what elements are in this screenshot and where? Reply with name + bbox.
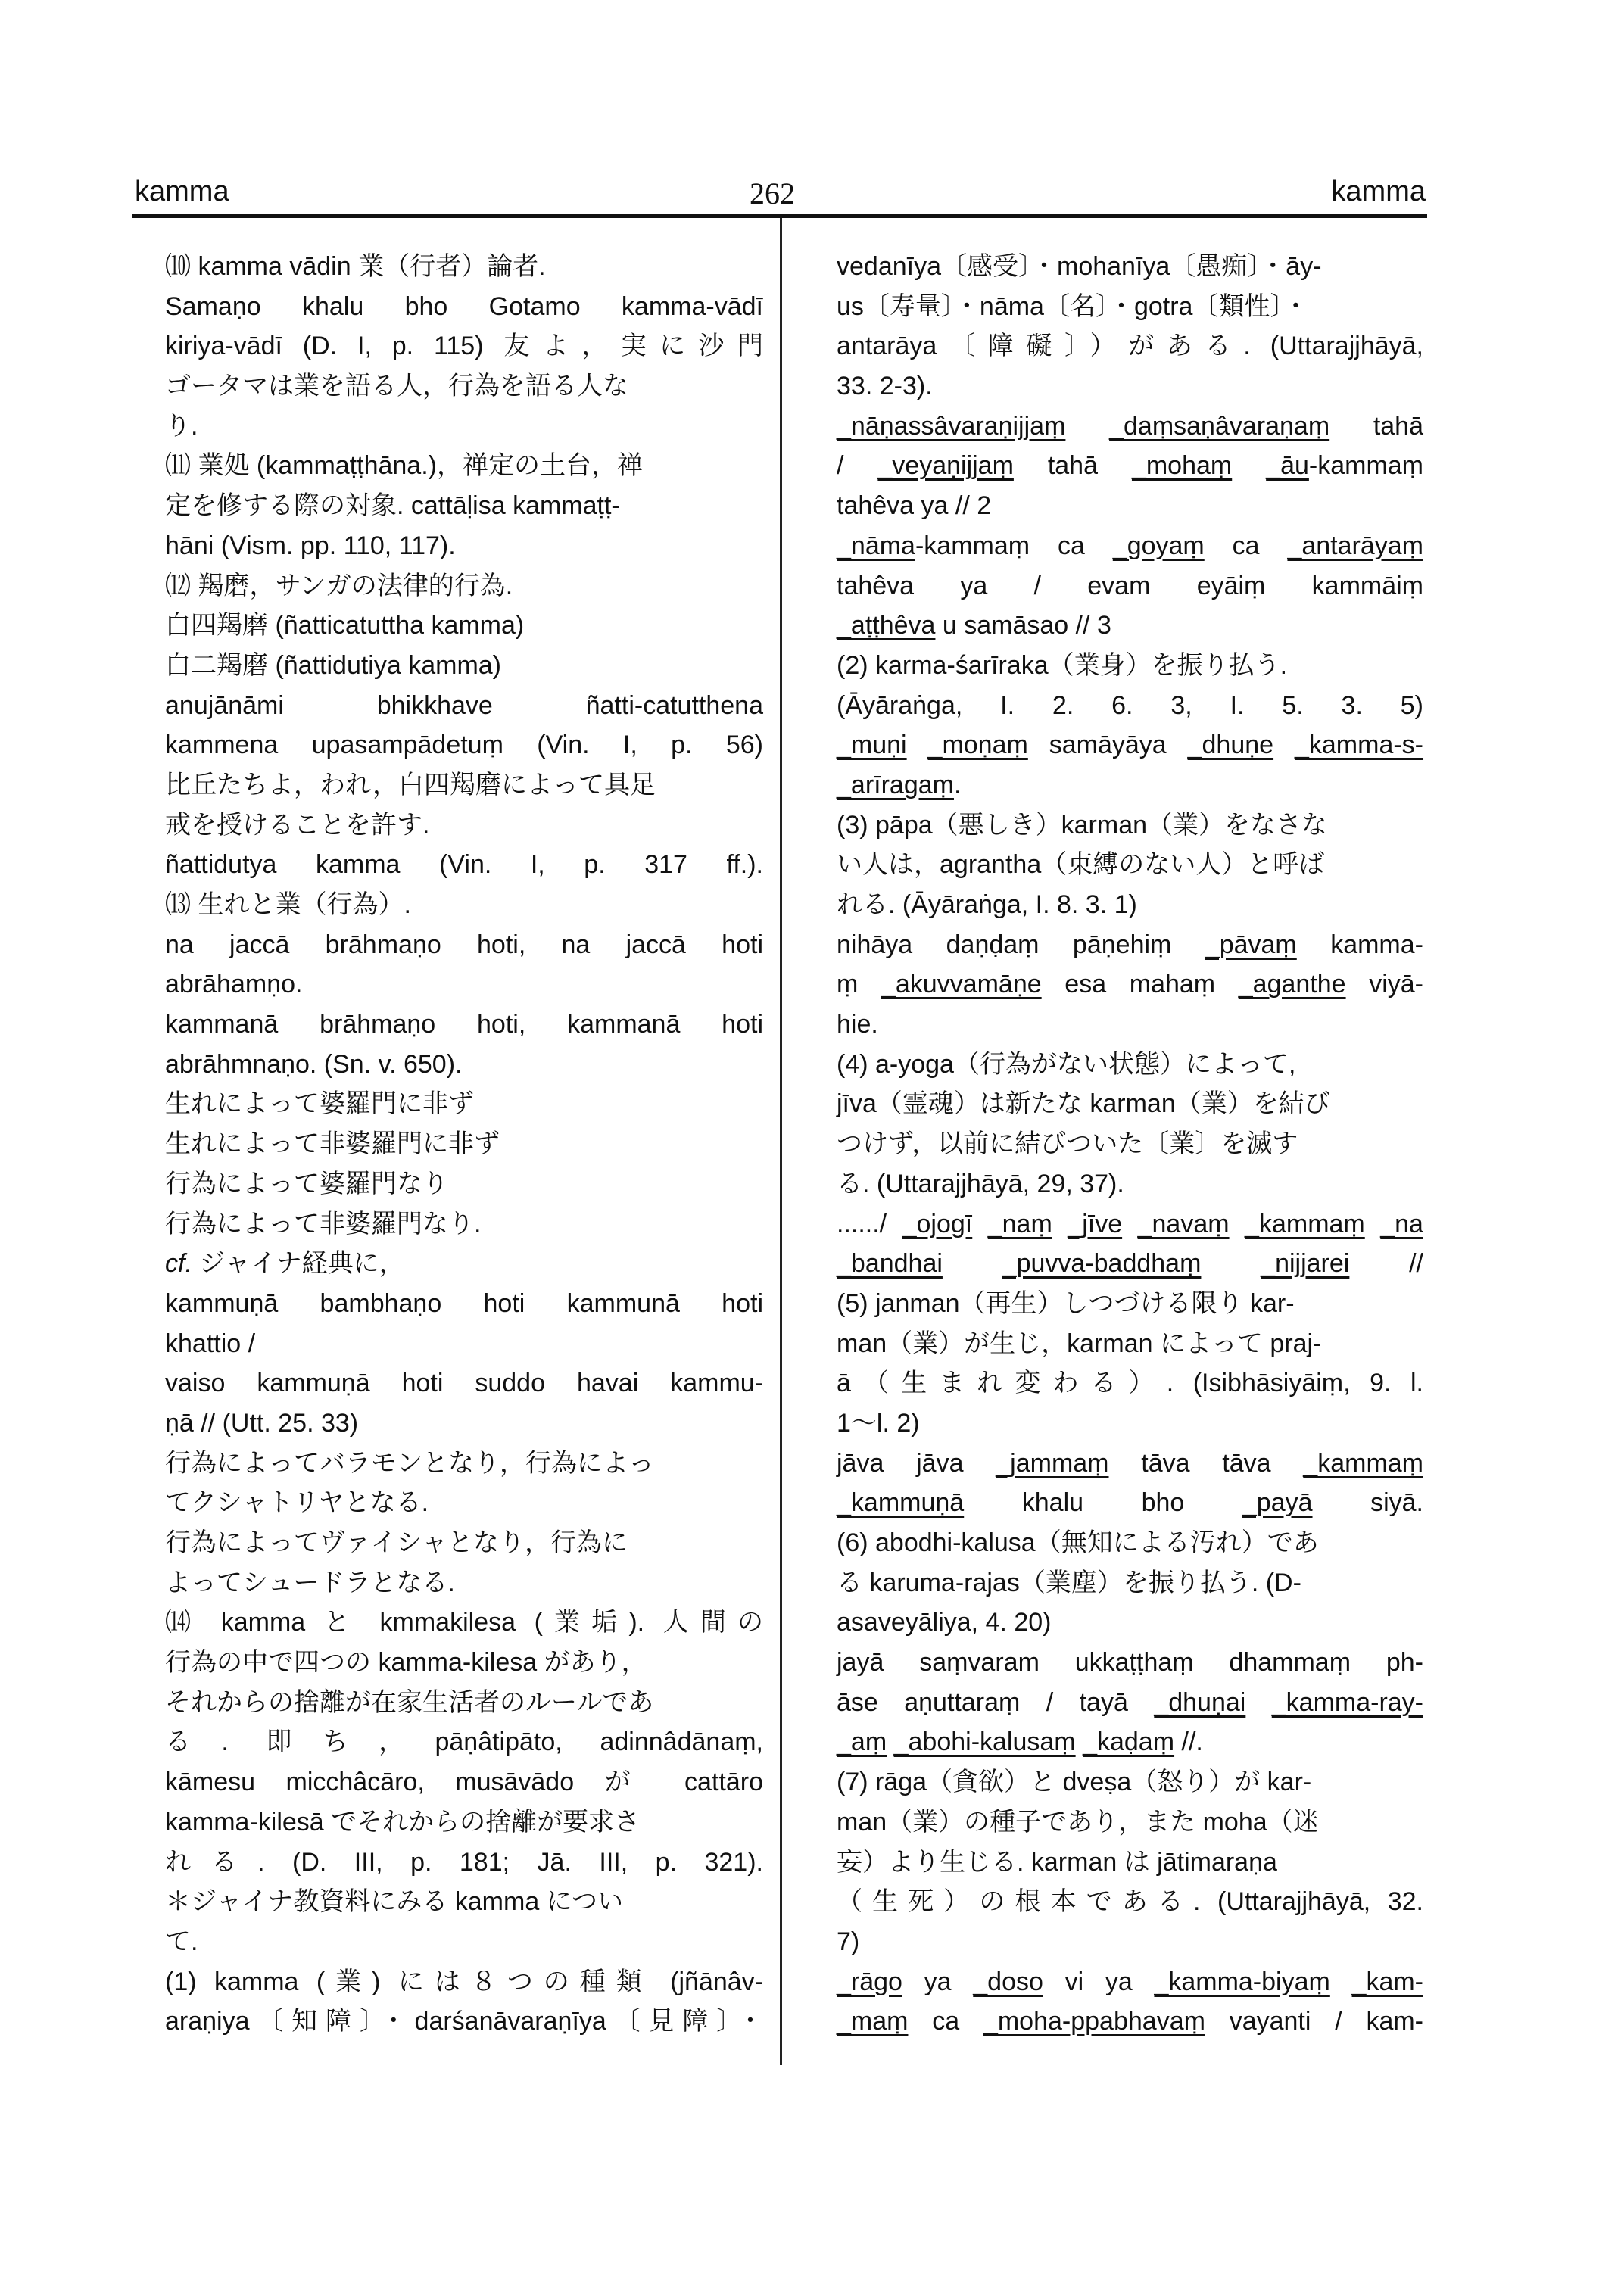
text-line	[837, 1444, 1423, 1484]
text-line	[837, 646, 1423, 686]
text-segment: る karuma-rajas（業塵）を振り払う. (D-	[837, 1568, 1301, 1597]
text-segment: abrāhamṇo.	[165, 970, 303, 999]
text-segment: kāmesu micchâcāro, musāvādo が cattāro	[165, 1768, 763, 1797]
text-segment: jīva（霊魂）は新たな karman（業）を結び	[837, 1089, 1330, 1119]
text-line	[837, 686, 1423, 726]
text-segment	[1122, 1210, 1137, 1238]
text-segment: us〔寿量〕・nāma〔名〕・gotra〔類性〕・	[837, 291, 1309, 321]
text-line	[165, 526, 763, 566]
text-segment: (3) pāpa（悪しき）karman（業）をなさな	[837, 810, 1328, 840]
text-line	[165, 1962, 763, 2002]
text-segment: /	[837, 451, 878, 481]
text-segment: khattio /	[165, 1329, 256, 1358]
text-segment: (Āyāraṅga, I. 2. 6. 3, I. 5. 3. 5)	[837, 690, 1423, 720]
underlined-term: _mohaṃ	[1131, 451, 1233, 481]
text-line	[165, 885, 763, 925]
text-line	[837, 287, 1423, 327]
text-line	[837, 925, 1423, 965]
text-segment: .	[953, 770, 962, 799]
text-line	[837, 1843, 1423, 1883]
underlined-term: _kammaṃ	[1303, 1448, 1423, 1478]
text-segment: ゴータマは業を語る人，行為を語る人な	[165, 372, 628, 401]
text-segment: よってシュードラとなる.	[165, 1568, 455, 1597]
text-line	[837, 964, 1423, 1005]
text-segment: い人は，agrantha（束縛のない人）と呼ば	[837, 850, 1325, 880]
text-line	[837, 526, 1423, 566]
text-segment: 7)	[837, 1927, 860, 1956]
text-line	[837, 1324, 1423, 1364]
text-line	[165, 1523, 763, 1563]
text-segment: 白二羯磨 (ñattidutiya kamma)	[165, 650, 501, 680]
text-segment: siyā.	[1312, 1488, 1423, 1518]
text-segment: -kammaṃ ca	[915, 531, 1113, 560]
text-segment: ....../	[837, 1209, 902, 1238]
text-segment: tāva tāva	[1108, 1448, 1304, 1478]
text-line	[837, 366, 1423, 407]
text-line	[837, 1404, 1423, 1444]
text-segment	[1052, 1210, 1068, 1238]
text-line	[165, 686, 763, 726]
text-line	[165, 247, 763, 287]
underlined-term: _nāma	[837, 531, 915, 560]
underlined-term: _antarāyaṃ	[1287, 531, 1423, 560]
text-segment: vayanti / kam-	[1205, 2007, 1423, 2036]
text-line	[837, 1284, 1423, 1324]
text-segment: ya	[902, 1967, 974, 1996]
underlined-term: _abohi-kalusaṃ	[893, 1728, 1076, 1757]
text-line	[837, 326, 1423, 366]
text-line	[165, 1005, 763, 1045]
text-segment	[1201, 1249, 1261, 1278]
text-segment: ⑽ kamma vādin 業（行者）論者.	[165, 252, 546, 281]
text-line	[165, 845, 763, 885]
text-segment: anujānāmi bhikkhave ñatti-catutthena	[165, 690, 763, 720]
text-line	[837, 765, 1423, 805]
text-segment: 行為によってバラモンとなり，行為によっ	[165, 1448, 654, 1478]
underlined-term: _kamma-biyaṃ	[1154, 1967, 1330, 1996]
text-segment: kammanā brāhmaṇo hoti, kammanā hoti	[165, 1010, 763, 1039]
text-segment: 生れによって非婆羅門に非ず	[165, 1129, 500, 1159]
text-line	[837, 446, 1423, 486]
text-line	[165, 1762, 763, 1802]
text-segment: vi ya	[1043, 1967, 1155, 1996]
text-segment: ca	[908, 2007, 983, 2036]
text-segment: て.	[165, 1927, 198, 1956]
text-line	[165, 725, 763, 765]
text-segment: 行為によってヴァイシャとなり，行為に	[165, 1528, 628, 1557]
underlined-term: _pāvaṃ	[1205, 930, 1297, 959]
text-segment: araṇiya〔知障〕・darśanāvaraṇīya〔見障〕・	[165, 2007, 763, 2036]
underlined-term: _akuvvamāṇe	[881, 970, 1042, 999]
text-segment	[907, 731, 928, 759]
text-line	[837, 1204, 1423, 1245]
text-line	[837, 247, 1423, 287]
text-line	[165, 1045, 763, 1085]
text-segment: (2) karma-śarīraka（業身）を振り払う.	[837, 650, 1288, 680]
text-segment: 定を修する際の対象. cattāḷisa kammaṭṭ-	[165, 491, 620, 521]
text-segment: tahêva ya // 2	[837, 491, 992, 521]
text-segment: （生死）の根本である. (Uttarajjhāyā, 32.	[837, 1887, 1423, 1917]
text-line	[837, 1164, 1423, 1204]
text-line	[837, 1683, 1423, 1723]
underlined-term: _jīve	[1068, 1209, 1123, 1238]
text-line	[837, 1643, 1423, 1683]
text-line	[837, 606, 1423, 646]
text-segment: hie.	[837, 1010, 878, 1039]
underlined-term: _kam-	[1351, 1967, 1423, 1996]
text-segment: Samaṇo khalu bho Gotamo kamma-vādī	[165, 291, 763, 321]
text-segment: 妄）より生じる. karman は jātimaraṇa	[837, 1847, 1277, 1877]
text-line	[837, 1802, 1423, 1843]
text-segment: samāyāya	[1027, 731, 1188, 760]
text-segment: 戒を授けることを許す.	[165, 810, 430, 840]
text-segment: nihāya daṇḍaṃ pāṇehiṃ	[837, 930, 1205, 959]
text-segment: //	[1349, 1249, 1423, 1279]
text-segment: ＊ジャイナ教資料にみる kamma につい	[165, 1887, 623, 1917]
underlined-term: _daṃsaṇâvaraṇaṃ	[1109, 411, 1330, 441]
text-segment: tahā	[1013, 451, 1132, 481]
text-line	[165, 1244, 763, 1284]
text-segment: //.	[1174, 1728, 1203, 1757]
underlined-term: _moṇaṃ	[927, 731, 1028, 760]
text-segment: ṃ	[837, 970, 881, 999]
underlined-term: _veyaṇijjaṃ	[877, 451, 1014, 481]
text-segment: cf. ジャイナ経典に，	[165, 1249, 405, 1279]
text-segment: れる. (Āyāraṅga, I. 8. 3. 1)	[837, 890, 1137, 919]
text-segment: (4) a-yoga（行為がない状態）によって,	[837, 1049, 1296, 1079]
text-line	[165, 925, 763, 965]
text-line	[165, 1563, 763, 1603]
underlined-term: _kammaṃ	[1245, 1209, 1365, 1238]
text-segment: てクシャトリヤとなる.	[165, 1488, 429, 1518]
text-segment: それからの捨離が在家生活者のルールであ	[165, 1687, 654, 1717]
text-segment: 1〜l. 2)	[837, 1408, 920, 1438]
text-segment: vaiso kammuṇā hoti suddo havai kammu-	[165, 1369, 763, 1398]
text-line	[165, 1284, 763, 1324]
underlined-term: _puvva-baddhaṃ	[1002, 1249, 1202, 1279]
text-line	[837, 1922, 1423, 1962]
text-line	[165, 1882, 763, 1922]
text-line	[837, 1962, 1423, 2002]
text-segment: (1) kamma (業) には８つの種類 (jñānâv-	[165, 1967, 763, 1996]
underlined-term: _aṭṭhêva	[837, 611, 936, 640]
text-segment: 行為によって非婆羅門なり.	[165, 1209, 482, 1238]
text-segment: tahêva ya / evam eyāiṃ kammāiṃ	[837, 571, 1423, 600]
text-segment: つけず，以前に結びついた〔業〕を滅す	[837, 1129, 1298, 1159]
underlined-term: _aṃ	[837, 1728, 887, 1757]
underlined-term: _na	[1380, 1209, 1423, 1238]
text-line	[165, 765, 763, 805]
text-segment: り.	[165, 411, 198, 441]
text-segment	[1076, 1728, 1083, 1756]
underlined-term: _ojogī	[902, 1209, 973, 1238]
text-line	[837, 1603, 1423, 1643]
underlined-term: _kaḍaṃ	[1083, 1728, 1175, 1757]
text-segment: (7) rāga（貪欲）と dveṣa（怒り）が kar-	[837, 1768, 1312, 1797]
text-segment: -kammaṃ	[1308, 451, 1423, 481]
text-line	[165, 1164, 763, 1204]
underlined-term: _bandhai	[837, 1249, 943, 1279]
text-segment: 生れによって婆羅門に非ず	[165, 1089, 474, 1119]
text-segment: na jaccā brāhmaṇo hoti, na jaccā hoti	[165, 930, 763, 959]
text-line	[837, 1005, 1423, 1045]
text-segment: esa mahaṃ	[1041, 970, 1239, 999]
text-line	[837, 1762, 1423, 1802]
text-segment	[1273, 731, 1295, 759]
underlined-term: _dhuṇe	[1187, 731, 1274, 760]
text-line	[165, 646, 763, 686]
text-line	[837, 1563, 1423, 1603]
underlined-term: _goyaṃ	[1112, 531, 1205, 560]
underlined-term: _doso	[973, 1967, 1043, 1996]
text-line	[165, 366, 763, 407]
text-segment: ⒁ kamma と kmmakilesa (業垢). 人間の	[165, 1608, 763, 1637]
text-line	[837, 566, 1423, 606]
underlined-term: _nijjarei	[1261, 1249, 1350, 1279]
text-segment: asaveyāliya, 4. 20)	[837, 1608, 1052, 1637]
text-segment: ⑾ 業処 (kammaṭṭhāna.)，禅定の土台，禅	[165, 451, 643, 481]
text-segment: abrāhmnaṇo. (Sn. v. 650).	[165, 1049, 463, 1079]
text-segment: ⑿ 羯磨，サンガの法律的行為.	[165, 571, 513, 600]
text-line	[165, 446, 763, 486]
underlined-term: _kamma-ray-	[1271, 1687, 1423, 1717]
text-segment	[1245, 1688, 1271, 1717]
text-line	[837, 2002, 1423, 2042]
text-line	[837, 885, 1423, 925]
text-segment	[972, 1210, 987, 1238]
text-segment: 行為の中で四つの kamma-kilesa があり，	[165, 1648, 647, 1678]
text-segment: kamma-kilesā でそれからの捨離が要求さ	[165, 1807, 641, 1837]
text-line	[165, 1683, 763, 1723]
underlined-term: _jammaṃ	[996, 1448, 1109, 1478]
underlined-term: _kammuṇā	[837, 1488, 965, 1518]
text-segment	[1232, 451, 1266, 480]
underlined-term: _āu	[1266, 451, 1309, 481]
text-segment	[1065, 412, 1109, 441]
text-line	[165, 566, 763, 606]
text-segment: 行為によって婆羅門なり	[165, 1169, 448, 1198]
text-line	[165, 1124, 763, 1164]
text-line	[165, 1802, 763, 1843]
text-line	[837, 805, 1423, 846]
text-line	[837, 1483, 1423, 1523]
text-line	[165, 1843, 763, 1883]
text-segment: jayā saṃvaram ukkaṭṭhaṃ dhammaṃ ph-	[837, 1648, 1423, 1678]
text-line	[837, 1124, 1423, 1164]
text-line	[837, 725, 1423, 765]
text-segment	[887, 1728, 893, 1756]
text-line	[837, 1363, 1423, 1404]
text-segment: man（業）が生じ，karman によって praj-	[837, 1329, 1322, 1358]
text-line	[165, 1922, 763, 1962]
text-segment: viyā-	[1345, 970, 1424, 999]
text-segment	[1330, 1967, 1352, 1996]
underlined-term: _maṃ	[837, 2007, 909, 2036]
text-segment: れる. (D. III, p. 181; Jā. III, p. 321).	[165, 1847, 763, 1877]
underlined-term: _navaṃ	[1137, 1209, 1230, 1238]
underlined-term: _muṇi	[837, 731, 907, 760]
text-segment: ⒀ 生れと業（行為）.	[165, 890, 411, 919]
text-line	[165, 407, 763, 447]
text-segment: ā（生まれ変わる）. (Isibhāsiyāiṃ, 9. l.	[837, 1369, 1423, 1398]
text-line	[837, 486, 1423, 526]
text-segment: (6) abodhi-kalusa（無知による汚れ）であ	[837, 1528, 1319, 1557]
text-line	[165, 486, 763, 526]
underlined-term: _payā	[1242, 1488, 1313, 1518]
text-line	[837, 407, 1423, 447]
text-line	[837, 1045, 1423, 1085]
text-line	[837, 1722, 1423, 1762]
text-line	[165, 964, 763, 1005]
text-segment: kammena upasampādetuṃ (Vin. I, p. 56)	[165, 731, 763, 760]
text-segment: antarāya〔障礙〕）がある. (Uttarajjhāyā,	[837, 332, 1423, 361]
page-number: 262	[750, 176, 795, 210]
text-line	[165, 1603, 763, 1643]
underlined-term: _nāṇassâvaraṇijjaṃ	[837, 411, 1066, 441]
text-segment: る. (Uttarajjhāyā, 29, 37).	[837, 1169, 1124, 1198]
right-column	[837, 247, 1423, 2042]
text-segment: 白四羯磨 (ñatticatuttha kamma)	[165, 611, 525, 640]
text-segment: ñattidutya kamma (Vin. I, p. 317 ff.).	[165, 850, 763, 880]
text-segment: 33. 2-3).	[837, 372, 933, 401]
running-head-left: kamma	[135, 176, 229, 207]
text-line	[165, 287, 763, 327]
text-line	[165, 1204, 763, 1245]
text-line	[837, 845, 1423, 885]
text-line	[165, 1722, 763, 1762]
text-segment: (5) janman（再生）しつづける限り kar-	[837, 1288, 1295, 1318]
text-line	[165, 1363, 763, 1404]
text-line	[165, 326, 763, 366]
text-segment: khalu bho	[964, 1488, 1242, 1518]
text-line	[837, 1523, 1423, 1563]
text-line	[165, 1643, 763, 1683]
underlined-term: _naṃ	[987, 1209, 1052, 1238]
text-segment: kammuṇā bambhaṇo hoti kammunā hoti	[165, 1288, 763, 1318]
text-segment: hāni (Vism. pp. 110, 117).	[165, 531, 456, 560]
text-segment	[1230, 1210, 1245, 1238]
underlined-term: _arīragaṃ	[837, 770, 954, 799]
text-line	[165, 805, 763, 846]
underlined-term: _aganthe	[1238, 970, 1346, 999]
text-line	[837, 1084, 1423, 1124]
underlined-term: _moha-ppabhavaṃ	[983, 2007, 1205, 2036]
column-divider	[780, 218, 782, 2065]
text-line	[165, 1483, 763, 1523]
text-line	[165, 2002, 763, 2042]
text-segment: kamma-	[1296, 930, 1423, 959]
text-segment: u samāsao // 3	[935, 611, 1111, 640]
text-line	[165, 606, 763, 646]
underlined-term: _rāgo	[837, 1967, 902, 1996]
text-segment	[1365, 1210, 1380, 1238]
text-segment: vedanīya〔感受〕・mohanīya〔愚痴〕・āy-	[837, 252, 1322, 281]
text-line	[165, 1324, 763, 1364]
text-segment: 比丘たちよ，われ，白四羯磨によって具足	[165, 770, 656, 799]
running-head-right: kamma	[1331, 176, 1426, 207]
left-column	[165, 247, 763, 2042]
text-segment: ca	[1204, 531, 1288, 560]
text-segment: āse aṇuttaraṃ / tayā	[837, 1687, 1155, 1717]
text-segment: kiriya-vādī (D. I, p. 115) 友よ，実に沙門	[165, 332, 763, 361]
text-segment: ṇā // (Utt. 25. 33)	[165, 1408, 359, 1438]
text-line	[165, 1404, 763, 1444]
text-segment: tahā	[1329, 411, 1424, 441]
text-line	[165, 1084, 763, 1124]
text-segment: る. 即ち，pāṇâtipāto, adinnâdānaṃ,	[165, 1728, 763, 1757]
text-segment	[943, 1249, 1002, 1278]
underlined-term: _kamma-s-	[1294, 731, 1424, 760]
text-segment: jāva jāva	[837, 1448, 996, 1478]
text-line	[837, 1882, 1423, 1922]
text-line	[165, 1444, 763, 1484]
underlined-term: _dhuṇai	[1154, 1687, 1246, 1717]
text-segment: man（業）の種子であり，また moha（迷	[837, 1807, 1319, 1837]
text-line	[837, 1244, 1423, 1284]
